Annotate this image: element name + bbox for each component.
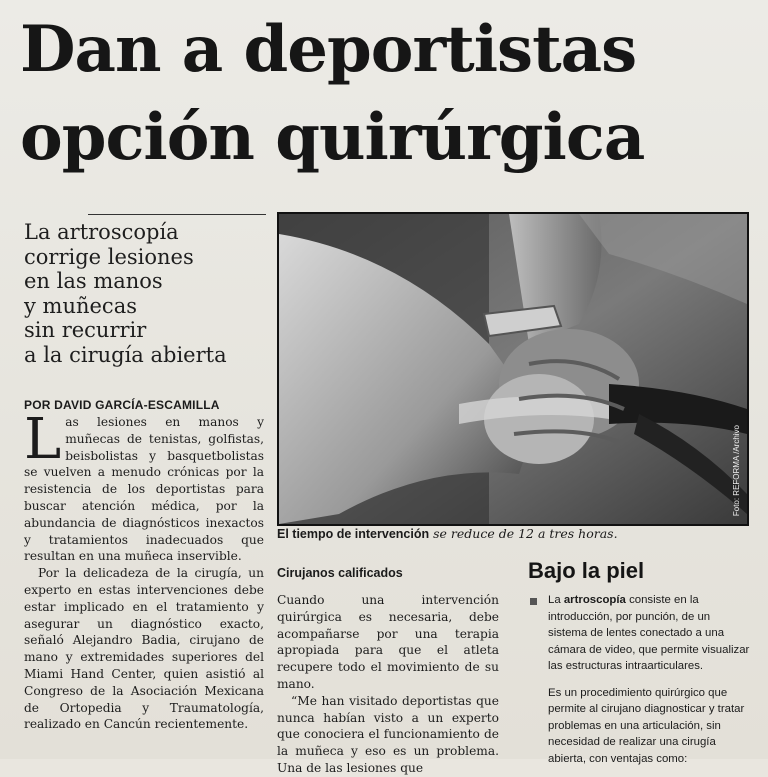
deck-line: en las manos — [24, 269, 163, 293]
headline-line-1: Dan a deportistas — [20, 12, 637, 87]
deck-rule — [88, 214, 266, 215]
square-bullet-icon — [530, 598, 537, 605]
deck-line: a la cirugía abierta — [24, 342, 227, 367]
tennis-grip-photo — [277, 212, 749, 526]
caption-italic: se reduce de 12 a tres horas. — [433, 526, 618, 541]
deck-line: sin recurrir — [24, 318, 147, 342]
sidebar-title: Bajo la piel — [528, 558, 645, 583]
drop-cap: L — [24, 407, 62, 472]
sidebar-box — [528, 592, 752, 777]
headline — [20, 6, 760, 182]
article-column-2 — [277, 592, 499, 777]
sidebar-text: consiste en la introducción, por punción, de un sistema de lentes conectado a una cámara de video, que permite visualizar las estructuras intraarticulares. — [548, 594, 750, 672]
photo-credit: Foto: REFORMA /Archivo — [732, 424, 741, 516]
paragraph-text: as lesiones en manos y muñecas de tenistas, golfistas, beisbolistas y basquetbolistas se vuelven a menudo crónicas por la resistencia de los deportistas para buscar atención médica, por la abundancia de diagnósticos inexactos y tratamientos inadecuados que resultan en una muñeca inservible. — [24, 415, 264, 564]
sidebar-bold-term: artroscopía — [563, 594, 626, 606]
article-paragraph — [24, 407, 264, 565]
article-paragraph: Cuando una intervención quirúrgica es necesaria, debe acompañarse por una terapia apropiada para que el atleta recupere todo el movimiento de su mano. — [277, 593, 499, 691]
article-paragraph: Por la delicadeza de la cirugía, un experto en estas intervenciones debe estar implicado en el tratamiento y asegurar un diagnóstico exacto, señaló Alejandro Badia, cirujano de mano y extremidades superiores del Miami Hand Center, quien asistió al Congreso de la Asociación Mexicana de Ortopedia y Traumatología, realizado en Cancún recientemente. — [24, 566, 264, 732]
deck-line: La artroscopía — [24, 220, 179, 244]
photo-caption — [277, 526, 747, 541]
sidebar-paragraph — [548, 592, 752, 675]
deck-subheadline — [24, 220, 264, 367]
deck-line: corrige lesiones — [24, 244, 194, 269]
sidebar-paragraph: Es un procedimiento quirúrgico que permite al cirujano diagnosticar y tratar problemas en una articulación, sin necesidad de realizar una cirugía abierta, con ventajas como: — [548, 686, 745, 765]
headline-line-2: opción quirúrgica — [20, 100, 645, 175]
caption-bold: El tiempo de intervención — [277, 527, 430, 541]
section-subhead: Cirujanos calificados — [277, 566, 403, 580]
article-column-1 — [24, 407, 264, 733]
deck-line: y muñecas — [24, 293, 137, 318]
byline: POR DAVID GARCÍA-ESCAMILLA — [24, 398, 220, 412]
photo-illustration — [279, 214, 747, 524]
sidebar-text: La — [548, 594, 561, 606]
article-paragraph: “Me han visitado deportistas que nunca habían visto a un experto que conociera el funcionamiento de la muñeca y eso es un problema. Una de las lesiones que — [277, 693, 499, 775]
